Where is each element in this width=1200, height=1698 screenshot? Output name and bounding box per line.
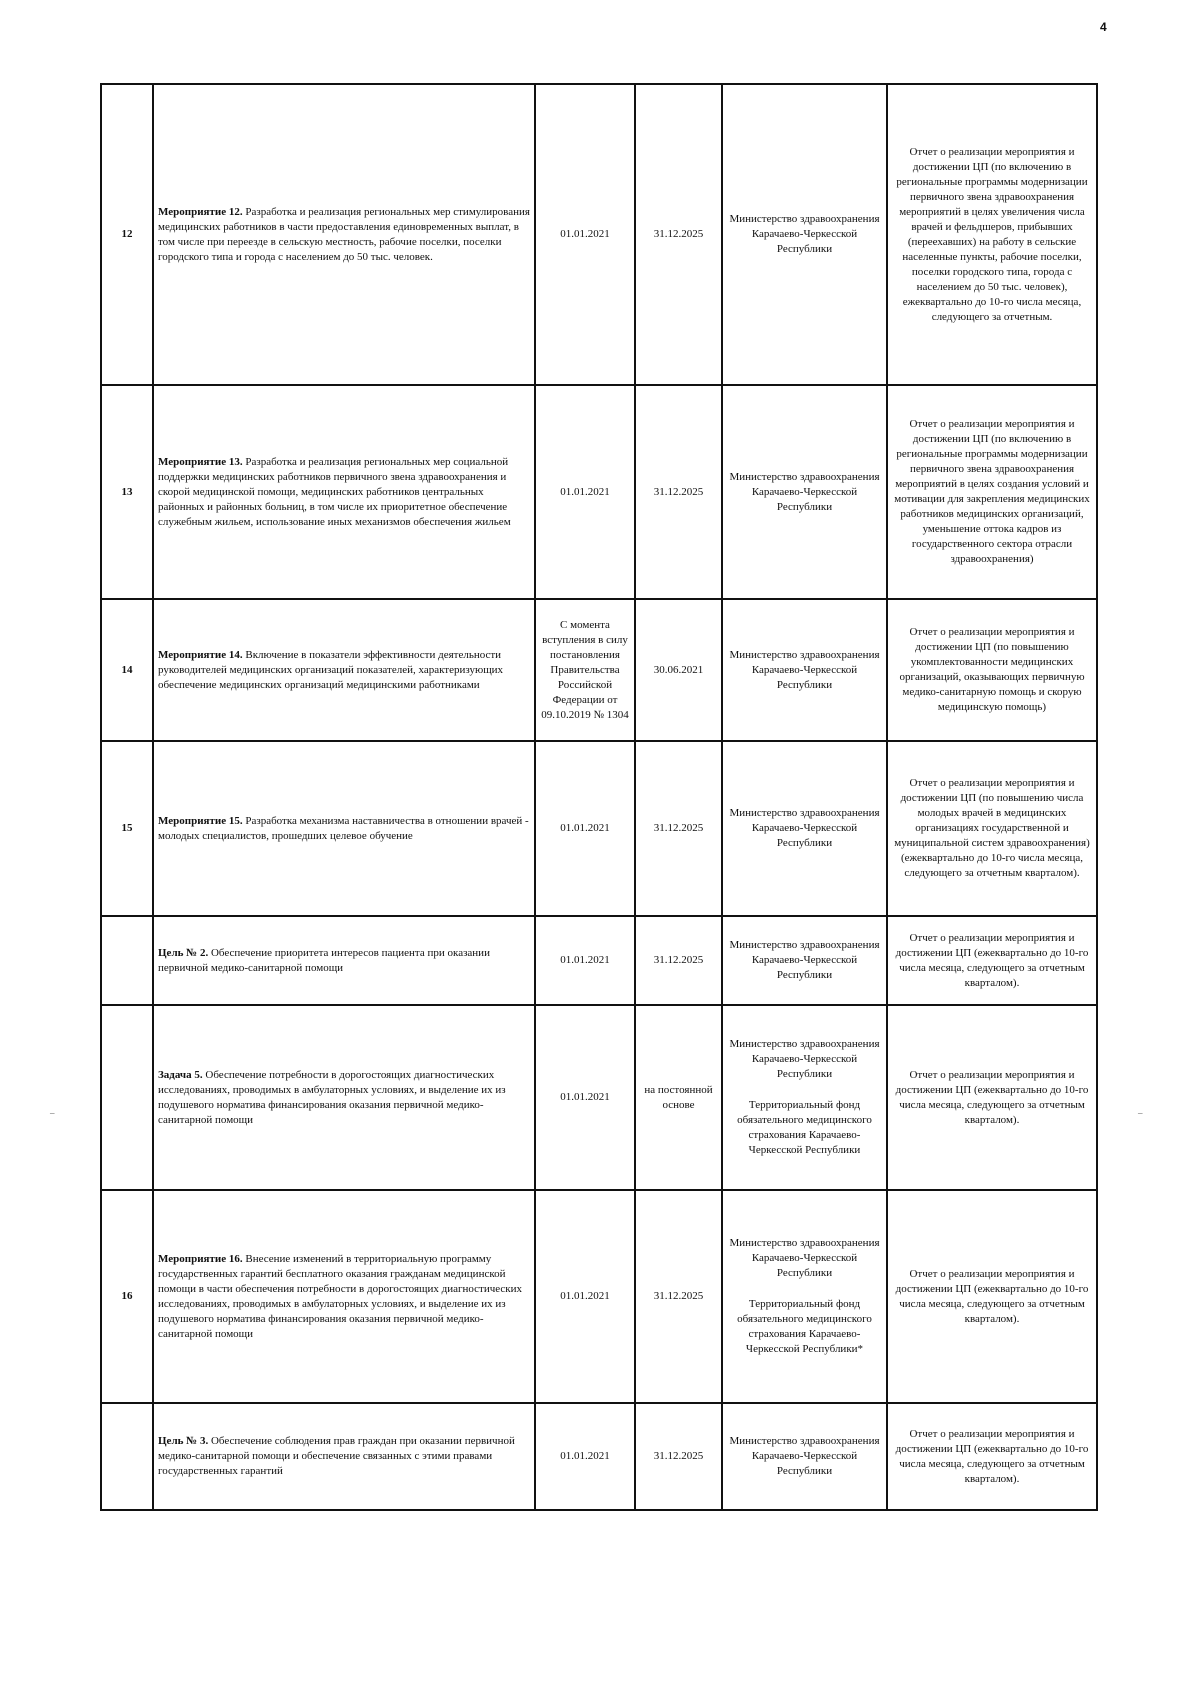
activity-heading: Цель № 2. (158, 946, 209, 959)
activity-text: Внесение изменений в территориальную программу государственных гарантий бесплатного оказания гражданам медицинской помощи в части обеспечения потребности в дорогостоящих диагностических исследованиях, проводимых в амбулаторных условиях, и выделение их из подушевого норматива финансирования оказания первичной медико-санитарной помощи (158, 1252, 523, 1340)
activities-table (100, 83, 1098, 1511)
table-row (101, 1190, 1097, 1403)
activity-heading: Мероприятие 14. (158, 648, 243, 661)
expected-result: Отчет о реализации мероприятия и достижении ЦП (ежеквартально до 10-го числа месяца, следующего за отчетным кварталом). (887, 1005, 1097, 1190)
activity-description (153, 741, 535, 916)
end-date: 31.12.2025 (635, 385, 722, 599)
activity-text: Разработка и реализация региональных мер стимулирования медицинских работников в части предоставления единовременных выплат, в том числе при переезде в сельскую местность, рабочие поселки, поселки городского типа и города с населением до 50 тыс. человек. (158, 205, 530, 263)
start-date: 01.01.2021 (535, 1403, 635, 1510)
end-date: на постоянной основе (635, 1005, 722, 1190)
row-number: 14 (101, 599, 153, 741)
responsible-executor (722, 84, 887, 385)
table-row (101, 741, 1097, 916)
start-date: 01.01.2021 (535, 916, 635, 1005)
start-date: С момента вступления в силу постановления Правительства Российской Федерации от 09.10.2019 № 1304 (535, 599, 635, 741)
activity-description (153, 1403, 535, 1510)
table-row (101, 916, 1097, 1005)
start-date: 01.01.2021 (535, 1190, 635, 1403)
expected-result: Отчет о реализации мероприятия и достижении ЦП (ежеквартально до 10-го числа месяца, следующего за отчетным кварталом). (887, 1190, 1097, 1403)
responsible-entity: Территориальный фонд обязательного медицинского страхования Карачаево-Черкесской Республики (737, 1099, 872, 1156)
responsible-executor (722, 741, 887, 916)
responsible-entity: Территориальный фонд обязательного медицинского страхования Карачаево-Черкесской Республики* (737, 1298, 872, 1355)
end-date: 31.12.2025 (635, 84, 722, 385)
start-date: 01.01.2021 (535, 385, 635, 599)
expected-result: Отчет о реализации мероприятия и достижении ЦП (ежеквартально до 10-го числа месяца, следующего за отчетным кварталом). (887, 916, 1097, 1005)
table-row (101, 385, 1097, 599)
responsible-executor (722, 916, 887, 1005)
start-date: 01.01.2021 (535, 1005, 635, 1190)
activity-heading: Мероприятие 15. (158, 814, 243, 827)
expected-result: Отчет о реализации мероприятия и достижении ЦП (ежеквартально до 10-го числа месяца, следующего за отчетным кварталом). (887, 1403, 1097, 1510)
expected-result: Отчет о реализации мероприятия и достижении ЦП (по повышению укомплектованности медицинских организаций, оказывающих первичную медико-санитарную помощь и скорую медицинскую помощь) (887, 599, 1097, 741)
end-date: 31.12.2025 (635, 741, 722, 916)
activity-description (153, 84, 535, 385)
scan-mark: – (1138, 1108, 1143, 1118)
responsible-executor (722, 385, 887, 599)
responsible-executor (722, 1190, 887, 1403)
responsible-entity: Министерство здравоохранения Карачаево-Черкесской Республики (729, 939, 880, 981)
row-number (101, 916, 153, 1005)
activity-heading: Задача 5. (158, 1068, 203, 1081)
row-number: 16 (101, 1190, 153, 1403)
table-row (101, 1005, 1097, 1190)
end-date: 31.12.2025 (635, 1190, 722, 1403)
end-date: 30.06.2021 (635, 599, 722, 741)
page-number: 4 (1100, 20, 1107, 34)
responsible-entity: Министерство здравоохранения Карачаево-Черкесской Республики (729, 648, 880, 691)
responsible-entity: Министерство здравоохранения Карачаево-Черкесской Республики (729, 1435, 880, 1477)
start-date: 01.01.2021 (535, 741, 635, 916)
activity-description (153, 599, 535, 741)
table-row (101, 84, 1097, 385)
activity-description (153, 385, 535, 599)
activity-text: Включение в показатели эффективности деятельности руководителей медицинских организаций показателей, характеризующих обеспечение медицинских организаций медицинскими работниками (158, 648, 504, 691)
responsible-entity: Министерство здравоохранения Карачаево-Черкесской Республики (729, 1038, 880, 1080)
activity-heading: Мероприятие 13. (158, 455, 243, 468)
expected-result: Отчет о реализации мероприятия и достижении ЦП (по включению в региональные программы модернизации первичного звена здравоохранения мероприятий в целях увеличения числа врачей и фельдшеров, прибывших (переехавших) на работу в сельские населенные пункты, рабочие поселки, поселки городского типа, города с населением до 50 тыс. человек), ежеквартально до 10-го числа месяца, следующего за отчетным. (887, 84, 1097, 385)
responsible-executor (722, 599, 887, 741)
responsible-executor (722, 1005, 887, 1190)
row-number: 13 (101, 385, 153, 599)
activity-text: Обеспечение приоритета интересов пациента при оказании первичной медико-санитарной помощи (158, 946, 490, 974)
responsible-executor (722, 1403, 887, 1510)
end-date: 31.12.2025 (635, 1403, 722, 1510)
row-number: 12 (101, 84, 153, 385)
table-row (101, 599, 1097, 741)
activity-heading: Цель № 3. (158, 1435, 209, 1447)
activity-text: Разработка и реализация региональных мер социальной поддержки медицинских работников первичного звена здравоохранения и скорой медицинской помощи, медицинских работников центральных районных и районных больниц, в том числе их приоритетное обеспечение служебным жильем, использование иных механизмов обеспечения жильем (158, 455, 511, 528)
responsible-entity: Министерство здравоохранения Карачаево-Черкесской Республики (729, 470, 880, 513)
responsible-entity: Министерство здравоохранения Карачаево-Черкесской Республики (729, 807, 880, 849)
activity-text: Обеспечение соблюдения прав граждан при оказании первичной медико-санитарной помощи и обеспечение связанных с этими правами государственных гарантий (158, 1435, 515, 1477)
activity-description (153, 1190, 535, 1403)
responsible-entity: Министерство здравоохранения Карачаево-Черкесской Республики (729, 1237, 880, 1279)
expected-result: Отчет о реализации мероприятия и достижении ЦП (по включению в региональные программы модернизации первичного звена здравоохранения мероприятий в целях создания условий и мотивации для закрепления медицинских работников медицинских организаций, уменьшение оттока кадров из государственного сектора отрасли здравоохранения) (887, 385, 1097, 599)
activity-description (153, 916, 535, 1005)
row-number: 15 (101, 741, 153, 916)
row-number (101, 1005, 153, 1190)
activity-text: Обеспечение потребности в дорогостоящих диагностических исследованиях, проводимых в амбулаторных условиях, и выделение их из подушевого норматива финансирования оказания первичной медико-санитарной помощи (158, 1068, 506, 1126)
start-date: 01.01.2021 (535, 84, 635, 385)
responsible-entity: Министерство здравоохранения Карачаево-Черкесской Республики (729, 213, 880, 255)
row-number (101, 1403, 153, 1510)
end-date: 31.12.2025 (635, 916, 722, 1005)
activity-heading: Мероприятие 16. (158, 1252, 243, 1265)
expected-result: Отчет о реализации мероприятия и достижении ЦП (по повышению числа молодых врачей в медицинских организациях государственной и муниципальной систем здравоохранения) (ежеквартально до 10-го числа месяца, следующего за отчетным кварталом). (887, 741, 1097, 916)
scan-mark: – (50, 1108, 55, 1118)
activity-heading: Мероприятие 12. (158, 205, 243, 218)
activity-description (153, 1005, 535, 1190)
table-row (101, 1403, 1097, 1510)
activity-text: Разработка механизма наставничества в отношении врачей - молодых специалистов, прошедших целевое обучение (158, 814, 529, 842)
